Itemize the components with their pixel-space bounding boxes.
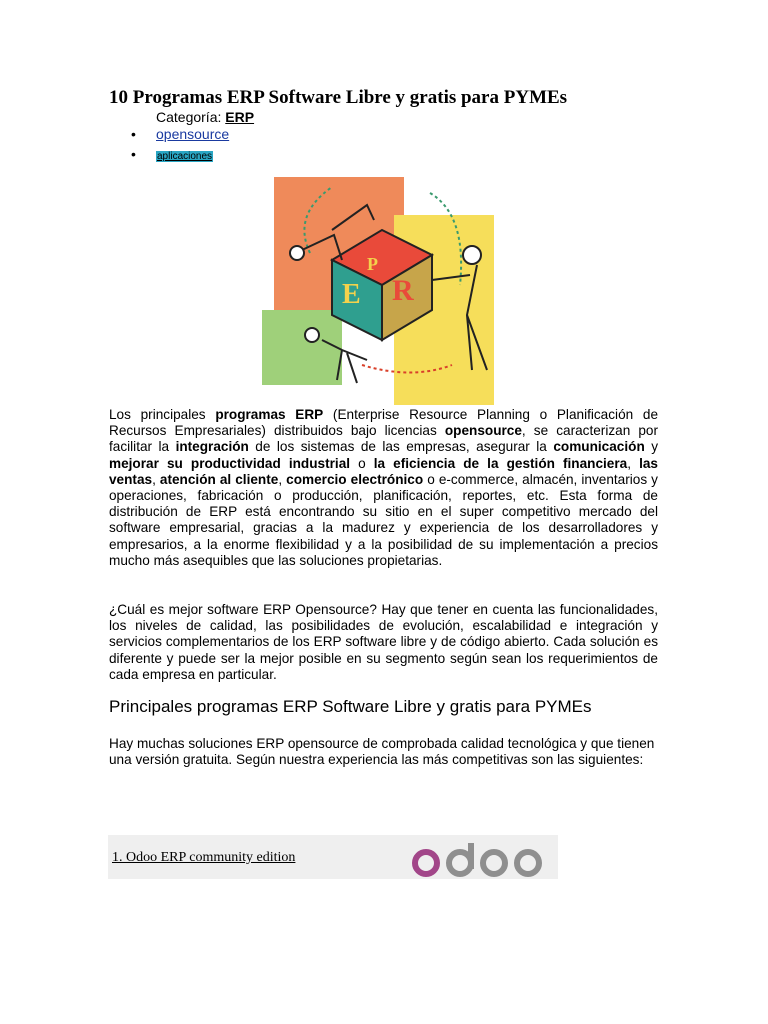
section-heading: Principales programas ERP Software Libre y gratis para PYMEs <box>109 697 592 716</box>
bold-run: comercio electrónico <box>286 471 424 487</box>
bold-run: atención al cliente <box>159 471 279 487</box>
bold-run: programas ERP <box>215 407 324 422</box>
tag-item <box>131 146 229 166</box>
svg-text:P: P <box>367 254 378 274</box>
svg-text:E: E <box>342 279 361 310</box>
section-intro-paragraph: Hay muchas soluciones ERP opensource de comprobada calidad tecnológica y que tienen una versión gratuita. Según nuestra experiencia las más competitivas son las siguientes: <box>109 736 655 768</box>
erp-illustration <box>262 175 522 407</box>
text-run: Los principales <box>109 407 216 422</box>
bold-run: mejorar su productividad industrial <box>109 455 351 471</box>
category-link-erp[interactable]: ERP <box>225 109 255 125</box>
bold-run: la eficiencia de la gestión financiera <box>373 455 628 471</box>
tag-list <box>131 126 229 166</box>
text-run: o e-commerce, almacén, inventarios y operaciones, fabricación o producción, planificación, reportes, etc. Esta forma de distribución de ERP está encontrando su sitio en el super competitivo mercado del software empresarial, gracias a la madurez y experiencia de los desarrolladores y empresarios, a la enorme flexibilidad y a la posibilidad de su implementación a precios mucho más asequibles que las soluciones propietarias. <box>109 471 658 568</box>
page-title: 10 Programas ERP Software Libre y gratis para PYMEs <box>109 87 568 108</box>
bold-run: opensource <box>444 423 522 439</box>
tag-link-opensource[interactable]: opensource <box>156 126 230 142</box>
odoo-item-link[interactable]: 1. Odoo ERP community edition <box>112 850 296 865</box>
comparison-paragraph: ¿Cuál es mejor software ERP Opensource? Hay que tener en cuenta las funcionalidades, los niveles de calidad, las posibilidades de evolución, escalabilidad e integración y servicios complementarios de los ERP software libre y de código abierto. Cada solución es diferente y puede ser la mejor posible en su segmento según sean los requerimientos de cada empresa en particular. <box>109 602 658 682</box>
category-label: Categoría: <box>156 109 222 125</box>
odoo-banner[interactable] <box>108 835 558 879</box>
category-line <box>156 109 254 125</box>
odoo-logo <box>408 839 548 879</box>
text-run: de los sistemas de las empresas, asegurar la <box>248 439 554 455</box>
tag-item <box>131 126 229 146</box>
text-run: , <box>627 455 640 471</box>
text-run: (Enterprise Resource Planning o Planificación de Recursos Empresariales) distribuidos bajo licencias <box>109 407 659 439</box>
bold-run: integración <box>175 439 249 455</box>
bold-run: comunicación <box>553 439 645 455</box>
bold-run: las ventas <box>109 455 658 487</box>
text-run: o <box>350 455 374 471</box>
text-run: , <box>278 471 287 487</box>
tag-link-aplicaciones[interactable]: aplicaciones <box>157 151 213 162</box>
svg-text:R: R <box>392 274 414 307</box>
text-run: , se caracterizan por facilitar la <box>109 423 659 455</box>
text-run: y <box>644 439 659 455</box>
text-run: , <box>152 471 160 487</box>
intro-paragraph <box>109 407 658 569</box>
